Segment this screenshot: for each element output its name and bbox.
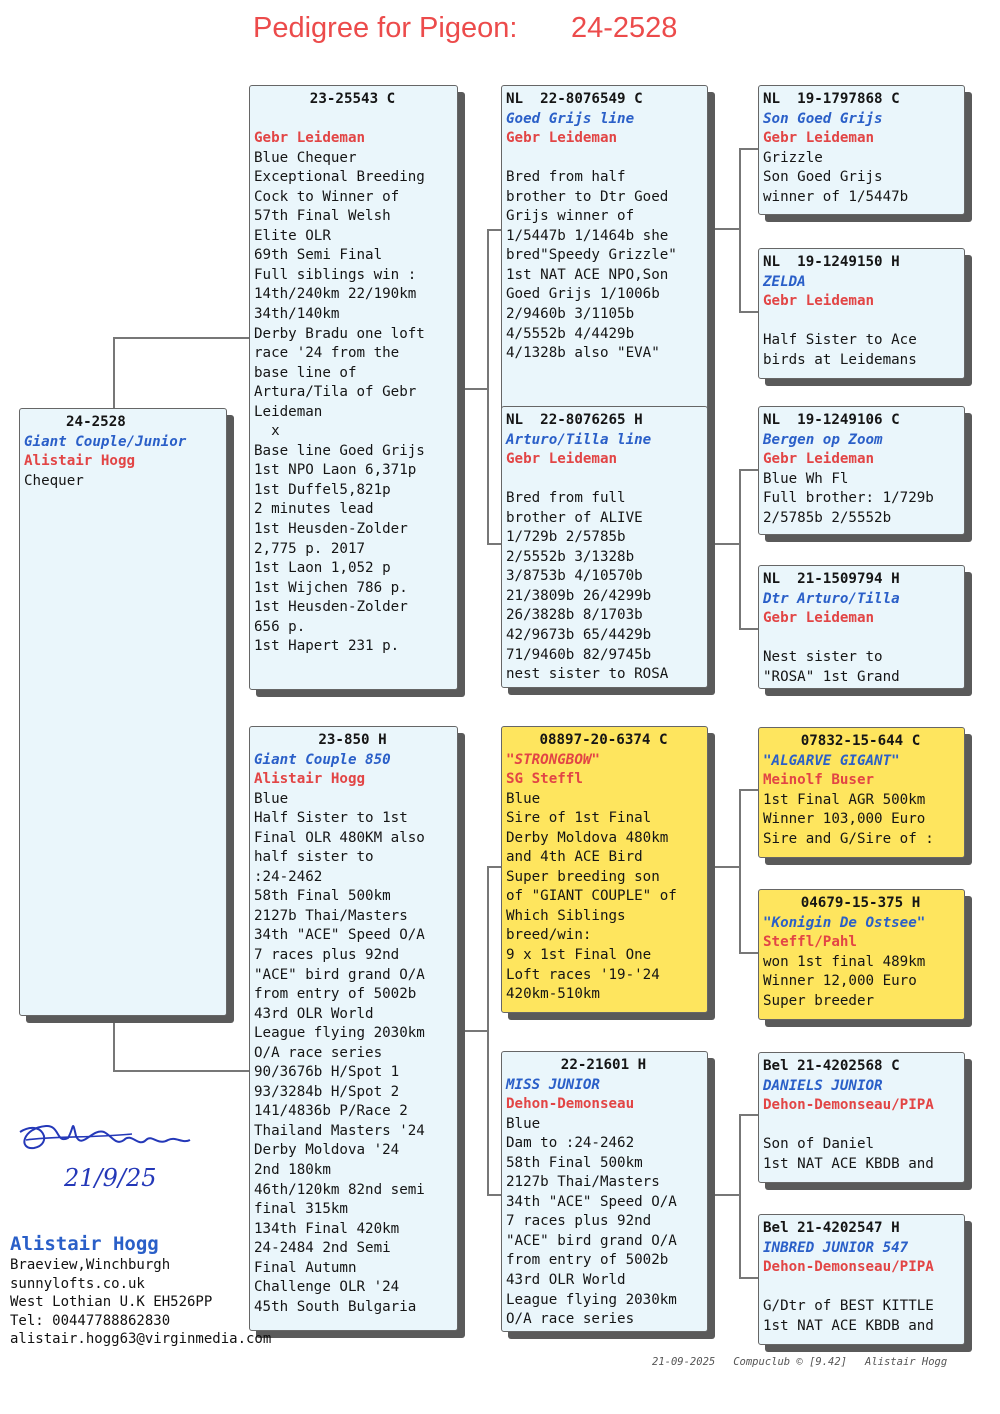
breeder-name: Gebr Leideman [254, 130, 366, 147]
owner-address: Braeview,Winchburgh [10, 1257, 171, 1273]
info-line: Winner 103,000 Euro [763, 811, 926, 828]
pigeon-name: ZELDA [763, 273, 806, 290]
info-line: 134th Final 420km [254, 1220, 400, 1237]
info-line: 4/1328b also "EVA" [506, 345, 660, 362]
info-line: Elite OLR [254, 227, 331, 244]
info-line: 58th Final 500km [506, 1154, 643, 1171]
info-line: Loft races '19-'24 [506, 966, 660, 983]
info-line: "ACE" bird grand O/A [506, 1232, 677, 1249]
connector-line [739, 789, 759, 791]
pigeon-name: Bergen op Zoom [763, 431, 883, 448]
info-line: O/A race series [254, 1044, 383, 1061]
dam-card [249, 726, 458, 1331]
connector-line [487, 1194, 502, 1196]
info-line: Challenge OLR '24 [254, 1279, 400, 1296]
ring-number: NL 19-1249150 H [763, 254, 900, 270]
ring-number: NL 19-1249106 C [763, 412, 900, 428]
info-line [763, 1278, 964, 1298]
ring-number: 08897-20-6374 C [539, 732, 668, 748]
info-line: half sister to [254, 849, 374, 866]
breeder-name: Gebr Leideman [506, 130, 618, 147]
info-line: x [254, 423, 280, 440]
owner-contact [10, 1232, 271, 1349]
connector-line [739, 469, 759, 471]
info-line: 656 p. [254, 618, 306, 635]
ring-number: NL 21-1509794 H [763, 571, 900, 587]
ring-number: Bel 21-4202568 C [763, 1058, 900, 1074]
dam-dam-card [501, 1051, 708, 1332]
info-line: Son of Daniel [763, 1136, 875, 1153]
info-line [506, 149, 707, 169]
info-line: Son Goed Grijs [763, 169, 883, 186]
breeder-name: Gebr Leideman [506, 451, 618, 468]
pigeon-name: "STRONGBOW" [506, 751, 600, 768]
dam-dam-sire-card [758, 1052, 965, 1183]
connector-line [487, 229, 489, 544]
page-title [253, 12, 678, 45]
info-line [763, 629, 964, 649]
info-line: Cock to Winner of [254, 188, 400, 205]
breeder-name: Gebr Leideman [763, 130, 875, 147]
pigeon-name: "ALGARVE GIGANT" [763, 752, 900, 769]
info-line: League flying 2030km [506, 1291, 677, 1308]
connector-line [715, 543, 740, 545]
owner-phone: Tel: 00447788862830 [10, 1312, 171, 1329]
info-line: 45th South Bulgaria [254, 1298, 417, 1315]
info-line: Blue Chequer [254, 149, 357, 166]
breeder-name: Gebr Leideman [763, 610, 875, 627]
connector-line [461, 388, 488, 390]
info-line: Blue [254, 790, 289, 807]
info-line: 34th "ACE" Speed O/A [254, 927, 425, 944]
info-line: brother of ALIVE [506, 509, 643, 526]
info-line: 1st NAT ACE NPO,Son [506, 266, 669, 283]
info-line: race '24 from the [254, 345, 400, 362]
breeder-name: Gebr Leideman [763, 293, 875, 310]
info-line: Sire and G/Sire of : [763, 830, 934, 847]
connector-line [113, 337, 250, 339]
connector-line [113, 337, 115, 410]
info-line: Winner 12,000 Euro [763, 973, 917, 990]
info-line: Full siblings win : [254, 266, 417, 283]
info-line: 1st NAT ACE KBDB and [763, 1155, 934, 1172]
info-line: Super breeder [763, 992, 875, 1009]
info-line: 1st Laon 1,052 p [254, 560, 391, 577]
dam-sire-dam-card [758, 889, 965, 1020]
connector-line [739, 148, 759, 150]
breeder-name: Alistair Hogg [24, 453, 136, 470]
dam-sire-sire-card [758, 727, 965, 858]
info-line: 1st NPO Laon 6,371p [254, 462, 417, 479]
info-line: 93/3284b H/Spot 2 [254, 1083, 400, 1100]
info-line: winner of 1/5447b [763, 188, 909, 205]
info-line: Full brother: 1/729b [763, 490, 934, 507]
breeder-name: Gebr Leideman [763, 451, 875, 468]
info-line: Base line Goed Grijs [254, 442, 425, 459]
info-line: Chequer [24, 472, 84, 489]
info-line: Thailand Masters '24 [254, 1122, 425, 1139]
info-line: 2127b Thai/Masters [506, 1174, 660, 1191]
subject-pigeon-card [19, 408, 227, 1016]
pigeon-name: DANIELS JUNIOR [763, 1077, 883, 1094]
info-line: 141/4836b P/Race 2 [254, 1103, 408, 1120]
breeder-name: Dehon-Demonseau/PIPA [763, 1259, 934, 1276]
info-line: Grizzle [763, 149, 823, 166]
info-line: Blue Wh Fl [763, 470, 849, 487]
breeder-name: Dehon-Demonseau/PIPA [763, 1097, 934, 1114]
connector-line [739, 311, 759, 313]
info-line: Nest sister to [763, 649, 883, 666]
info-line: from entry of 5002b [254, 986, 417, 1003]
sire-sire-dam-card [758, 248, 965, 379]
info-line: Super breeding son [506, 868, 660, 885]
info-line: 3/8753b 4/10570b [506, 568, 643, 585]
info-line: Which Siblings [506, 907, 626, 924]
info-line: :24-2462 [254, 868, 323, 885]
info-line: 58th Final 500km [254, 888, 391, 905]
info-line: Final Autumn [254, 1259, 357, 1276]
ring-number: NL 22-8076549 C [506, 91, 643, 107]
sire-dam-card [501, 406, 708, 688]
info-line: 1st Duffel5,821p [254, 481, 391, 498]
info-line: Sire of 1st Final [506, 810, 652, 827]
title-label: Pedigree for Pigeon: [253, 12, 518, 44]
info-line: 42/9673b 65/4429b [506, 627, 652, 644]
connector-line [739, 1114, 741, 1278]
info-line: 21/3809b 26/4299b [506, 587, 652, 604]
pigeon-name: "Konigin De Ostsee" [763, 914, 926, 931]
connector-line [487, 229, 502, 231]
info-line: 1st NAT ACE KBDB and [763, 1317, 934, 1334]
info-line: of "GIANT COUPLE" of [506, 888, 677, 905]
ring-number: 24-2528 [66, 414, 126, 430]
info-line: Goed Grijs 1/1006b [506, 286, 660, 303]
breeder-name: Dehon-Demonseau [506, 1096, 635, 1113]
info-line: 2 minutes lead [254, 501, 374, 518]
ring-number: NL 22-8076265 H [506, 412, 643, 428]
connector-line [739, 952, 759, 954]
info-line: Dam to :24-2462 [506, 1135, 635, 1152]
info-line: G/Dtr of BEST KITTLE [763, 1298, 934, 1315]
connector-line [715, 866, 740, 868]
info-line: Blue [506, 1115, 541, 1132]
info-line: won 1st final 489km [763, 953, 926, 970]
info-line: Leideman [254, 403, 323, 420]
pigeon-name: Dtr Arturo/Tilla [763, 590, 900, 607]
connector-line [113, 1015, 115, 1071]
info-line [506, 470, 707, 490]
pigeon-name: MISS JUNIOR [506, 1076, 600, 1093]
ring-number: NL 19-1797868 C [763, 91, 900, 107]
dam-dam-dam-card [758, 1214, 965, 1345]
info-line: 34th "ACE" Speed O/A [506, 1193, 677, 1210]
info-line: League flying 2030km [254, 1025, 425, 1042]
info-line: 46th/120km 82nd semi [254, 1181, 425, 1198]
info-line: 2127b Thai/Masters [254, 907, 408, 924]
info-line: 1st Hapert 231 p. [254, 638, 400, 655]
breeder-name: Meinolf Buser [763, 772, 875, 789]
connector-line [715, 228, 740, 230]
info-line: 2,775 p. 2017 [254, 540, 366, 557]
connector-line [113, 1070, 250, 1072]
info-line: 24-2484 2nd Semi [254, 1240, 391, 1257]
info-line [763, 312, 964, 332]
info-line: O/A race series [506, 1311, 635, 1328]
connector-line [739, 789, 741, 953]
handwritten-signature [12, 1110, 202, 1200]
info-line: 1st Heusden-Zolder [254, 599, 408, 616]
connector-line [739, 628, 759, 630]
info-line: Grijs winner of [506, 208, 635, 225]
info-line: Half Sister to 1st [254, 810, 408, 827]
signature-date: 21/9/25 [64, 1164, 157, 1192]
sire-card [249, 85, 458, 690]
info-line: Artura/Tila of Gebr [254, 384, 417, 401]
info-line: 9 x 1st Final One [506, 947, 652, 964]
info-line: brother to Dtr Goed [506, 188, 669, 205]
info-line: Derby Bradu one loft [254, 325, 425, 342]
info-line: Derby Moldova '24 [254, 1142, 400, 1159]
connector-line [739, 469, 741, 629]
pigeon-name: Son Goed Grijs [763, 110, 883, 127]
info-line: 34th/140km [254, 306, 340, 323]
footer-software: Compuclub © [9.42] [733, 1356, 848, 1368]
info-line: 7 races plus 92nd [506, 1213, 652, 1230]
footer [652, 1356, 947, 1368]
ring-number: 22-21601 H [560, 1057, 647, 1073]
info-line: breed/win: [506, 927, 592, 944]
info-line: base line of [254, 364, 357, 381]
info-line: "ACE" bird grand O/A [254, 966, 425, 983]
connector-line [487, 543, 502, 545]
sire-dam-sire-card [758, 406, 965, 535]
info-line: 2nd 180km [254, 1162, 331, 1179]
info-line: 1st Final AGR 500km [763, 791, 926, 808]
info-line: Exceptional Breeding [254, 169, 425, 186]
sire-sire-sire-card [758, 85, 965, 215]
info-line: 43rd OLR World [506, 1272, 626, 1289]
info-line: and 4th ACE Bird [506, 849, 643, 866]
ring-number: 23-25543 C [309, 91, 396, 107]
info-line: bred"Speedy Grizzle" [506, 247, 677, 264]
info-line: 7 races plus 92nd [254, 947, 400, 964]
breeder-name: Alistair Hogg [254, 771, 366, 788]
connector-line [739, 1114, 759, 1116]
info-line: 69th Semi Final [254, 247, 383, 264]
ring-number: 23-850 H [318, 732, 387, 748]
connector-line [739, 148, 741, 312]
connector-line [739, 1277, 759, 1279]
info-line: 1st Wijchen 786 p. [254, 579, 408, 596]
info-line: 14th/240km 22/190km [254, 286, 417, 303]
info-line: 1/729b 2/5785b [506, 529, 626, 546]
title-ring-number: 24-2528 [571, 12, 678, 44]
info-line: 2/5785b 2/5552b [763, 509, 892, 526]
info-line: 71/9460b 82/9745b [506, 646, 652, 663]
info-line: nest sister to ROSA [506, 666, 669, 683]
footer-date: 21-09-2025 [652, 1356, 716, 1368]
breeder-name: SG Steffl [506, 771, 583, 788]
info-line: Blue [506, 790, 541, 807]
ring-number: 07832-15-644 C [800, 733, 921, 749]
info-line: 420km-510km [506, 986, 600, 1003]
pigeon-name: INBRED JUNIOR 547 [763, 1239, 909, 1256]
info-line: final 315km [254, 1201, 348, 1218]
info-line: 26/3828b 8/1703b [506, 607, 643, 624]
info-line: Final OLR 480KM also [254, 829, 425, 846]
info-line: 2/9460b 3/1105b [506, 306, 635, 323]
info-line: 1/5447b 1/1464b she [506, 227, 669, 244]
info-line: birds at Leidemans [763, 351, 917, 368]
footer-owner: Alistair Hogg [865, 1356, 948, 1368]
breeder-name: Steffl/Pahl [763, 934, 857, 951]
info-line: Derby Moldova 480km [506, 829, 669, 846]
connector-line [715, 1194, 740, 1196]
pigeon-name: Goed Grijs line [506, 110, 635, 127]
info-line: Half Sister to Ace [763, 332, 917, 349]
owner-name: Alistair Hogg [10, 1233, 159, 1255]
info-line: 2/5552b 3/1328b [506, 548, 635, 565]
ring-number: Bel 21-4202547 H [763, 1220, 900, 1236]
sire-dam-dam-card [758, 565, 965, 689]
owner-email: alistair.hogg63@virginmedia.com [10, 1331, 272, 1347]
info-line: from entry of 5002b [506, 1252, 669, 1269]
info-line: 43rd OLR World [254, 1005, 374, 1022]
info-line: 57th Final Welsh [254, 208, 391, 225]
connector-line [461, 1030, 488, 1032]
pigeon-name: Arturo/Tilla line [506, 431, 652, 448]
info-line: "ROSA" 1st Grand [763, 668, 900, 685]
info-line [763, 1116, 964, 1136]
owner-region: West Lothian U.K EH526PP [10, 1294, 213, 1310]
pigeon-name: Giant Couple 850 [254, 751, 391, 768]
connector-line [487, 866, 502, 868]
info-line: Bred from half [506, 169, 626, 186]
info-line: Bred from full [506, 490, 626, 507]
owner-website: sunnylofts.co.uk [10, 1275, 145, 1292]
dam-sire-card [501, 726, 708, 1013]
pigeon-name: Giant Couple/Junior [24, 433, 187, 450]
info-line: 1st Heusden-Zolder [254, 521, 408, 538]
info-line: 90/3676b H/Spot 1 [254, 1064, 400, 1081]
ring-number: 04679-15-375 H [800, 895, 921, 911]
info-line: 4/5552b 4/4429b [506, 325, 635, 342]
